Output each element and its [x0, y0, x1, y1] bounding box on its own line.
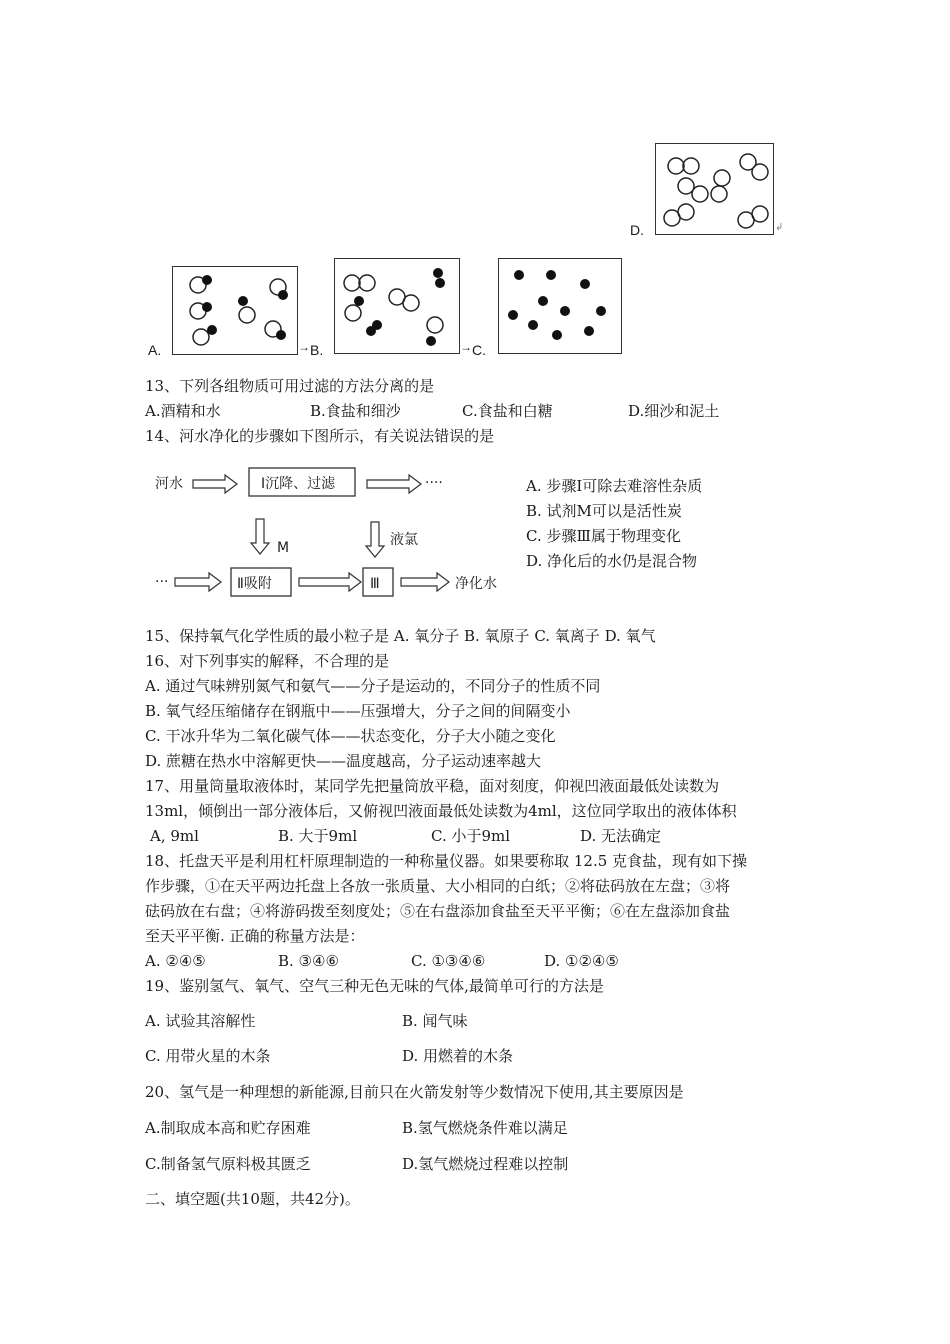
flow-arrow-1 [193, 475, 237, 493]
particle-diagram-d [656, 144, 773, 234]
q13-stem: 13、下列各组物质可用过滤的方法分离的是 [145, 377, 435, 395]
flow-arrow-2 [367, 475, 421, 493]
q17-option-b: B. 大于9ml [278, 827, 358, 845]
q19-option-b: B. 闻气味 [402, 1012, 468, 1030]
q16-option-c: C. 干冰升华为二氧化碳气体——状态变化，分子大小随之变化 [145, 727, 556, 745]
q17-option-a: A, 9ml [150, 827, 199, 845]
q15-stem: 15、保持氧气化学性质的最小粒子是 A. 氧分子 B. 氧原子 C. 氧离子 D. 氧气 [145, 627, 656, 645]
flow-arrow-m [251, 519, 269, 554]
q16-option-b: B. 氧气经压缩储存在钢瓶中——压强增大，分子之间的间隔变小 [145, 702, 571, 720]
q20-option-c: C.制备氢气原料极其匮乏 [145, 1155, 311, 1173]
q20-option-b: B.氢气燃烧条件难以满足 [402, 1119, 568, 1137]
q18-option-a: A. ②④⑤ [145, 952, 206, 970]
q16-stem: 16、对下列事实的解释，不合理的是 [145, 652, 390, 670]
flow-river-label: 河水 [155, 476, 183, 492]
particle-diagram-a [173, 267, 297, 354]
q16-option-d: D. 蔗糖在热水中溶解更快——温度越高，分子运动速率越大 [145, 752, 542, 770]
q18-option-d: D. ①②④⑤ [544, 952, 619, 970]
q20-option-d: D.氢气燃烧过程难以控制 [402, 1155, 569, 1173]
q14-option-a: A. 步骤Ⅰ可除去难溶性杂质 [526, 477, 703, 495]
flow-reagent-m: M [277, 540, 290, 556]
q20-stem: 20、氢气是一种理想的新能源,目前只在火箭发射等少数情况下使用,其主要原因是 [145, 1083, 684, 1101]
flow-step1-label: Ⅰ沉降、过滤 [261, 476, 336, 492]
flow-dots-out: ···· [425, 475, 443, 491]
flow-step3-label: Ⅲ [370, 576, 380, 592]
q14-stem: 14、河水净化的步骤如下图所示，有关说法错误的是 [145, 427, 495, 445]
q19-option-a: A. 试验其溶解性 [145, 1012, 256, 1030]
particle-diagram-c [499, 259, 621, 353]
arrow-a-b: → [298, 340, 310, 354]
q13-option-b: B.食盐和细沙 [310, 402, 401, 420]
q19-stem: 19、鉴别氢气、氧气、空气三种无色无味的气体,最简单可行的方法是 [145, 977, 604, 995]
flow-arrow-5 [401, 573, 449, 591]
flow-liquid-chlorine: 液氯 [390, 532, 418, 548]
arrow-b-c: → [460, 340, 472, 354]
flow-arrow-4 [299, 573, 361, 591]
q14-option-d: D. 净化后的水仍是混合物 [526, 552, 698, 570]
flow-arrow-chlorine [366, 522, 384, 557]
option-label-d: D. [630, 222, 644, 238]
q18-line2: 作步骤，①在天平两边托盘上各放一张质量、大小相同的白纸；②将砝码放在左盘；③将 [145, 877, 731, 895]
option-label-b: B. [310, 342, 324, 358]
water-purification-flowchart [145, 462, 525, 602]
corner-mark: ↲ [775, 222, 784, 233]
q13-option-a: A.酒精和水 [145, 402, 221, 420]
particle-box-a [172, 266, 298, 355]
q14-option-b: B. 试剂M可以是活性炭 [526, 502, 682, 520]
q17-option-c: C. 小于9ml [431, 827, 511, 845]
section2-title: 二、填空题(共10题，共42分)。 [145, 1190, 360, 1208]
particle-box-d [655, 143, 774, 235]
q13-option-d: D.细沙和泥土 [628, 402, 720, 420]
q19-option-d: D. 用燃着的木条 [402, 1047, 514, 1065]
q19-option-c: C. 用带火星的木条 [145, 1047, 271, 1065]
q14-option-c: C. 步骤Ⅲ属于物理变化 [526, 527, 681, 545]
q18-option-b: B. ③④⑥ [278, 952, 339, 970]
option-label-a: A. [148, 342, 162, 358]
q17-line2: 13ml，倾倒出一部分液体后，又俯视凹液面最低处读数为4ml，这位同学取出的液体体积 [145, 802, 737, 820]
flow-clean-water: 净化水 [455, 576, 497, 592]
q17-line1: 17、用量筒量取液体时，某同学先把量筒放平稳，面对刻度，仰视凹液面最低处读数为 [145, 777, 720, 795]
particle-box-b [334, 258, 460, 354]
particle-box-c [498, 258, 622, 354]
q18-line1: 18、托盘天平是利用杠杆原理制造的一种称量仪器。如果要称取 12.5 克食盐，现有如下操 [145, 852, 748, 870]
q20-option-a: A.制取成本高和贮存困难 [145, 1119, 311, 1137]
particle-diagram-b [335, 259, 459, 353]
q13-option-c: C.食盐和白糖 [462, 402, 553, 420]
option-label-c: C. [472, 342, 486, 358]
q16-option-a: A. 通过气味辨别氮气和氨气——分子是运动的，不同分子的性质不同 [145, 677, 601, 695]
q18-line3: 砝码放在右盘；④将游码拨至刻度处；⑤在右盘添加食盐至天平平衡；⑥在左盘添加食盐 [145, 902, 731, 920]
flow-dots-in: ··· [155, 574, 169, 590]
flow-step2-label: Ⅱ吸附 [237, 576, 272, 592]
flow-arrow-3 [175, 573, 221, 591]
q18-option-c: C. ①③④⑥ [411, 952, 486, 970]
q17-option-d: D. 无法确定 [580, 827, 662, 845]
q18-line4: 至天平平衡. 正确的称量方法是： [145, 927, 365, 945]
